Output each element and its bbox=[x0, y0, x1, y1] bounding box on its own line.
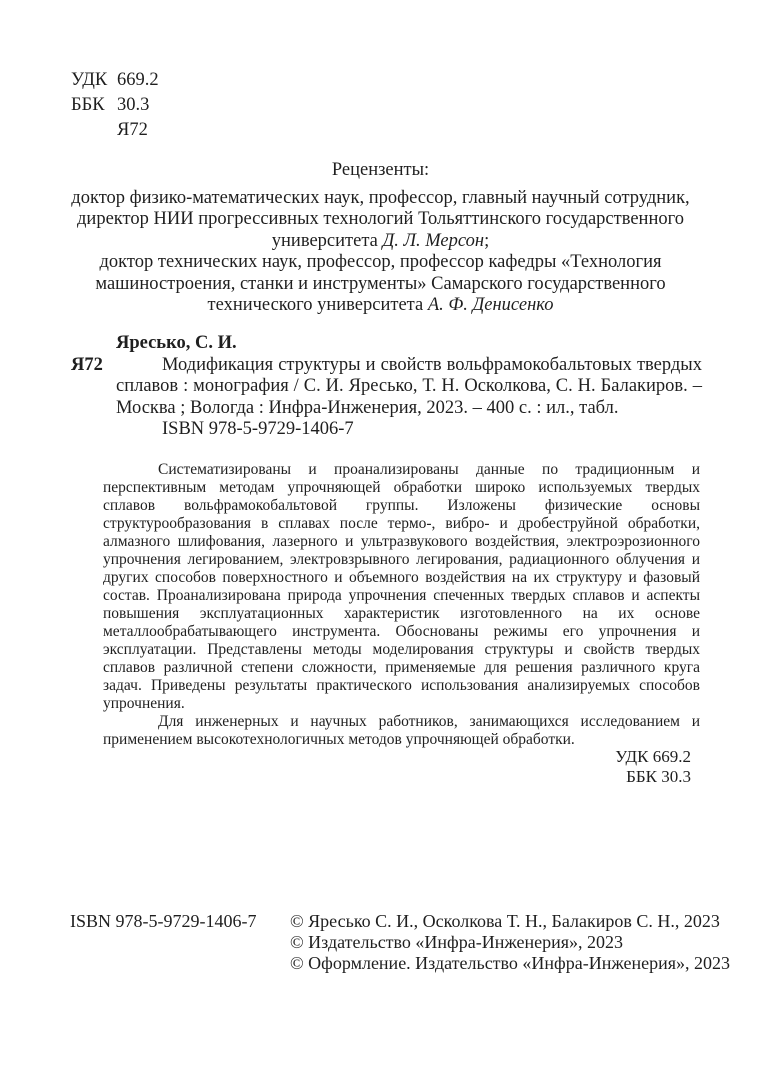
copyright-authors: © Яресько С. И., Осколкова Т. Н., Балакиров С. Н., 2023 bbox=[290, 911, 720, 931]
bottom-udk-code: УДК 669.2 bbox=[615, 747, 691, 766]
bbk-value: 30.3 bbox=[117, 95, 150, 115]
udk-label: УДК bbox=[71, 70, 108, 90]
bib-description: Модификация структуры и свойств вольфрамокобальтовых твердых сплавов : монография / С. И. Яресько, Т. Н. Осколкова, С. Н. Балакиров. – Москва ; Вологда : Инфра-Инженерия, 2023. – 400 с. : ил., табл. bbox=[116, 354, 702, 418]
bottom-bbk-code: ББК 30.3 bbox=[626, 766, 691, 786]
reviewer-2-name: А. Ф. Денисенко bbox=[427, 295, 554, 315]
author-sign-row bbox=[71, 118, 159, 143]
footer-isbn: ISBN 978-5-9729-1406-7 bbox=[70, 911, 257, 931]
annotation-section bbox=[103, 461, 700, 749]
bib-author-sign: Я72 bbox=[71, 354, 103, 375]
reviewer-entry-2 bbox=[57, 252, 705, 317]
reviewer-entry-1 bbox=[57, 188, 705, 253]
udk-value: 669.2 bbox=[117, 70, 159, 90]
udk-code-row bbox=[71, 68, 159, 93]
bbk-code-row bbox=[71, 93, 159, 118]
reviewer-2-text: доктор технических наук, профессор, профессор кафедры «Технология машиностроения, станки и инструменты» Самарского государственного технического университета bbox=[95, 252, 666, 315]
reviewers-section bbox=[0, 160, 761, 317]
reviewer-1-name: Д. Л. Мерсон bbox=[382, 230, 485, 251]
reviewer-1-suffix: ; bbox=[484, 230, 490, 251]
author-sign: Я72 bbox=[117, 120, 148, 140]
author-sign-spacer bbox=[71, 118, 117, 143]
annotation-paragraph-2: Для инженерных и научных работников, занимающихся исследованием и применением высокотехнологичных методов упрочняющей обработки. bbox=[103, 713, 700, 748]
top-classification-codes bbox=[71, 68, 159, 143]
bottom-classification-codes bbox=[615, 747, 691, 786]
reviewers-heading: Рецензенты: bbox=[331, 160, 430, 180]
bbk-label: ББК bbox=[71, 95, 105, 115]
reviewer-1-text: доктор физико-математических наук, профессор, главный научный сотрудник, директор НИИ прогрессивных технологий Тольяттинского государственного университета bbox=[71, 187, 690, 251]
bib-isbn: ISBN 978-5-9729-1406-7 bbox=[162, 419, 354, 439]
annotation-paragraph-1: Систематизированы и проанализированы данные по традиционным и перспективным методам упрочняющей обработки широко используемых твердых сплавов вольфрамокобальтовой группы. Изложены физические основы структурообразования в сплавах после термо-, вибро- и дробеструйной обработки, алмазного шлифования, лазерного и ультразвукового воздействия, электроэрозионного упрочнения легированием, электровзрывного легирования, радиационного облучения и других способов поверхностного и объемного воздействия на их структуру и фазовый состав. Проанализирована природа упрочнения спеченных твердых сплавов и аспекты повышения эксплуатационных характеристик изготовленного на их основе металлообрабатывающего инструмента. Обоснованы режимы его упрочнения и эксплуатации. Представлены методы моделирования структуры и свойств твердых сплавов различной степени сложности, применяемые для решения различного круга задач. Приведены результаты практического использования анализируемых способов упрочнения. bbox=[103, 461, 700, 712]
bibliographic-record bbox=[71, 333, 702, 441]
copyright-design: © Оформление. Издательство «Инфра-Инженерия», 2023 bbox=[290, 953, 731, 973]
copyright-block bbox=[290, 911, 730, 974]
copyright-publisher: © Издательство «Инфра-Инженерия», 2023 bbox=[290, 932, 624, 952]
bib-author-heading: Яресько, С. И. bbox=[116, 333, 237, 353]
